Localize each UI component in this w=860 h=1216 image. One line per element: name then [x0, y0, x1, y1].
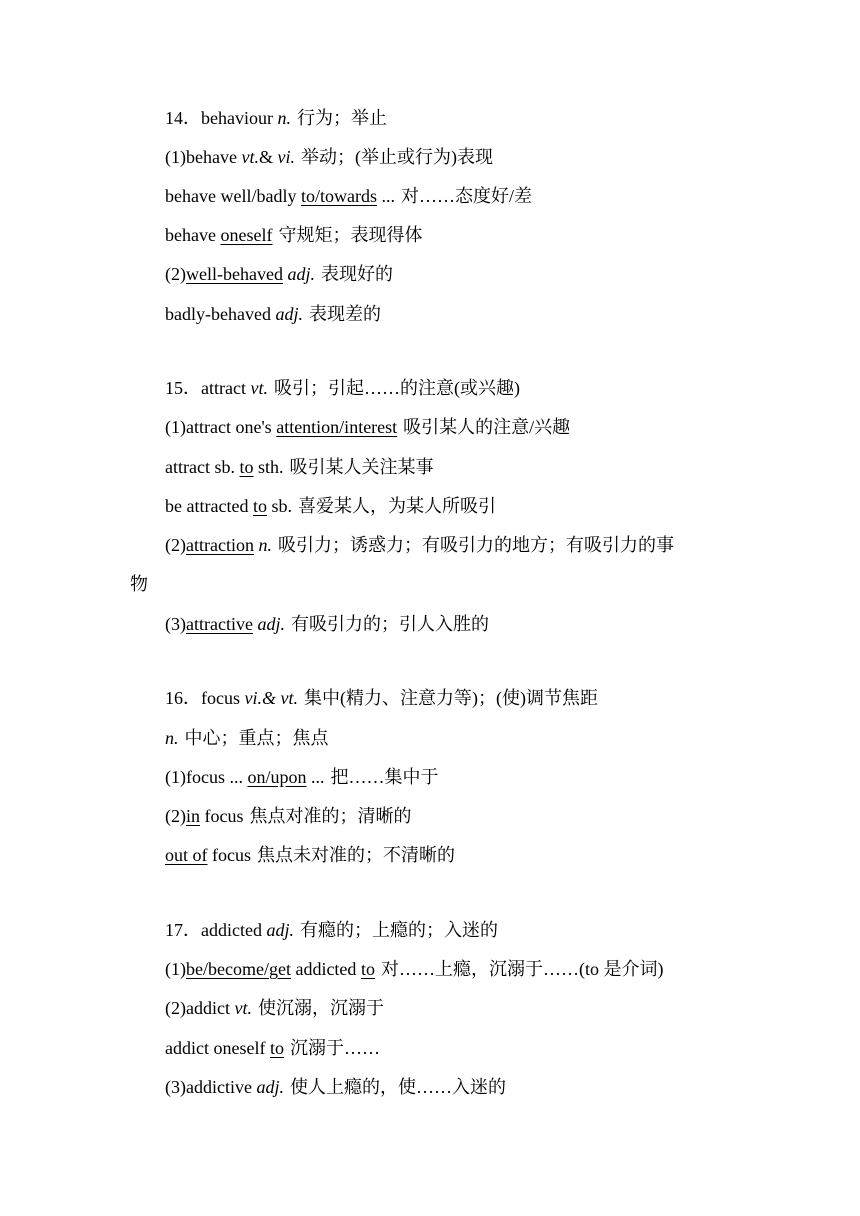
entry-number: 15． [165, 378, 201, 398]
entry-17-line-1: (1)be/become/get addicted to 对……上瘾，沉溺于……(to 是介词) [165, 959, 664, 979]
underlined-term: on/upon [247, 767, 307, 787]
part-of-speech: n. [277, 108, 291, 128]
meaning: 有瘾的；上瘾的；入迷的 [300, 920, 498, 940]
entry-15-heading [165, 376, 520, 400]
entry-14-line-4: (2)well-behaved adj. 表现好的 [165, 264, 393, 284]
underlined-term: to [252, 496, 267, 516]
underlined-term: be/become/get [186, 959, 291, 979]
entry-14-line-3: behave oneself 守规矩；表现得体 [165, 225, 423, 245]
entry-16-heading [165, 686, 598, 710]
part-of-speech: vi.& vt. [244, 688, 298, 708]
meaning: 吸引；引起……的注意(或兴趣) [273, 378, 520, 398]
entry-17-line-3: addict oneself to 沉溺于…… [165, 1038, 380, 1058]
underlined-term: to [360, 959, 375, 979]
entry-number: 17． [165, 920, 201, 940]
underlined-term: attractive [186, 614, 253, 634]
entry-17-line-4: (3)addictive adj. 使人上瘾的，使……入迷的 [165, 1077, 506, 1097]
meaning: 集中(精力、注意力等)；(使)调节焦距 [303, 688, 598, 708]
part-of-speech: vt. [250, 378, 268, 398]
entry-15-line-5: (3)attractive adj. 有吸引力的；引人入胜的 [165, 614, 489, 634]
underlined-term: well-behaved [186, 264, 283, 284]
entry-17-line-2: (2)addict vt. 使沉溺，沉溺于 [165, 998, 384, 1018]
entry-15-line-4-continuation: 物 [130, 574, 148, 594]
entry-14-line-2: behave well/badly to/towards ... 对……态度好/差 [165, 186, 532, 206]
entry-16-line-3: (2)in focus 焦点对准的；清晰的 [165, 806, 412, 826]
entry-15-line-2: attract sb. to sth. 吸引某人关注某事 [165, 457, 434, 477]
headword: behaviour [201, 108, 273, 128]
entry-number: 14． [165, 108, 201, 128]
entry-number: 16． [165, 688, 201, 708]
headword: addicted [201, 920, 262, 940]
entry-16-line-4: out of focus 焦点未对准的；不清晰的 [165, 845, 455, 865]
entry-14-line-5: badly-behaved adj. 表现差的 [165, 304, 381, 324]
entry-14-line-1: (1)behave vt.& vi. 举动；(举止或行为)表现 [165, 147, 493, 167]
entry-17-heading [165, 918, 498, 942]
underlined-term: out of [165, 845, 208, 865]
part-of-speech: adj. [266, 920, 294, 940]
meaning: 行为；举止 [296, 108, 387, 128]
entry-14-heading [165, 106, 387, 130]
entry-15-line-4: (2)attraction n. 吸引力；诱惑力；有吸引力的地方；有吸引力的事 [165, 535, 674, 555]
entry-15-line-3: be attracted to sb. 喜爱某人，为某人所吸引 [165, 496, 496, 516]
headword: focus [201, 688, 240, 708]
underlined-term: attraction [186, 535, 254, 555]
underlined-term: to [269, 1038, 284, 1058]
underlined-term: attention/interest [276, 417, 398, 437]
underlined-term: to [239, 457, 254, 477]
underlined-term: to/towards [300, 186, 377, 206]
entry-16-line-2: (1)focus ... on/upon ... 把……集中于 [165, 767, 439, 787]
headword: attract [201, 378, 246, 398]
entry-15-line-1: (1)attract one's attention/interest 吸引某人的注意/兴趣 [165, 417, 571, 437]
entry-16-line-1: n. 中心；重点；焦点 [165, 728, 329, 748]
underlined-term: oneself [220, 225, 273, 245]
underlined-term: in [186, 806, 201, 826]
